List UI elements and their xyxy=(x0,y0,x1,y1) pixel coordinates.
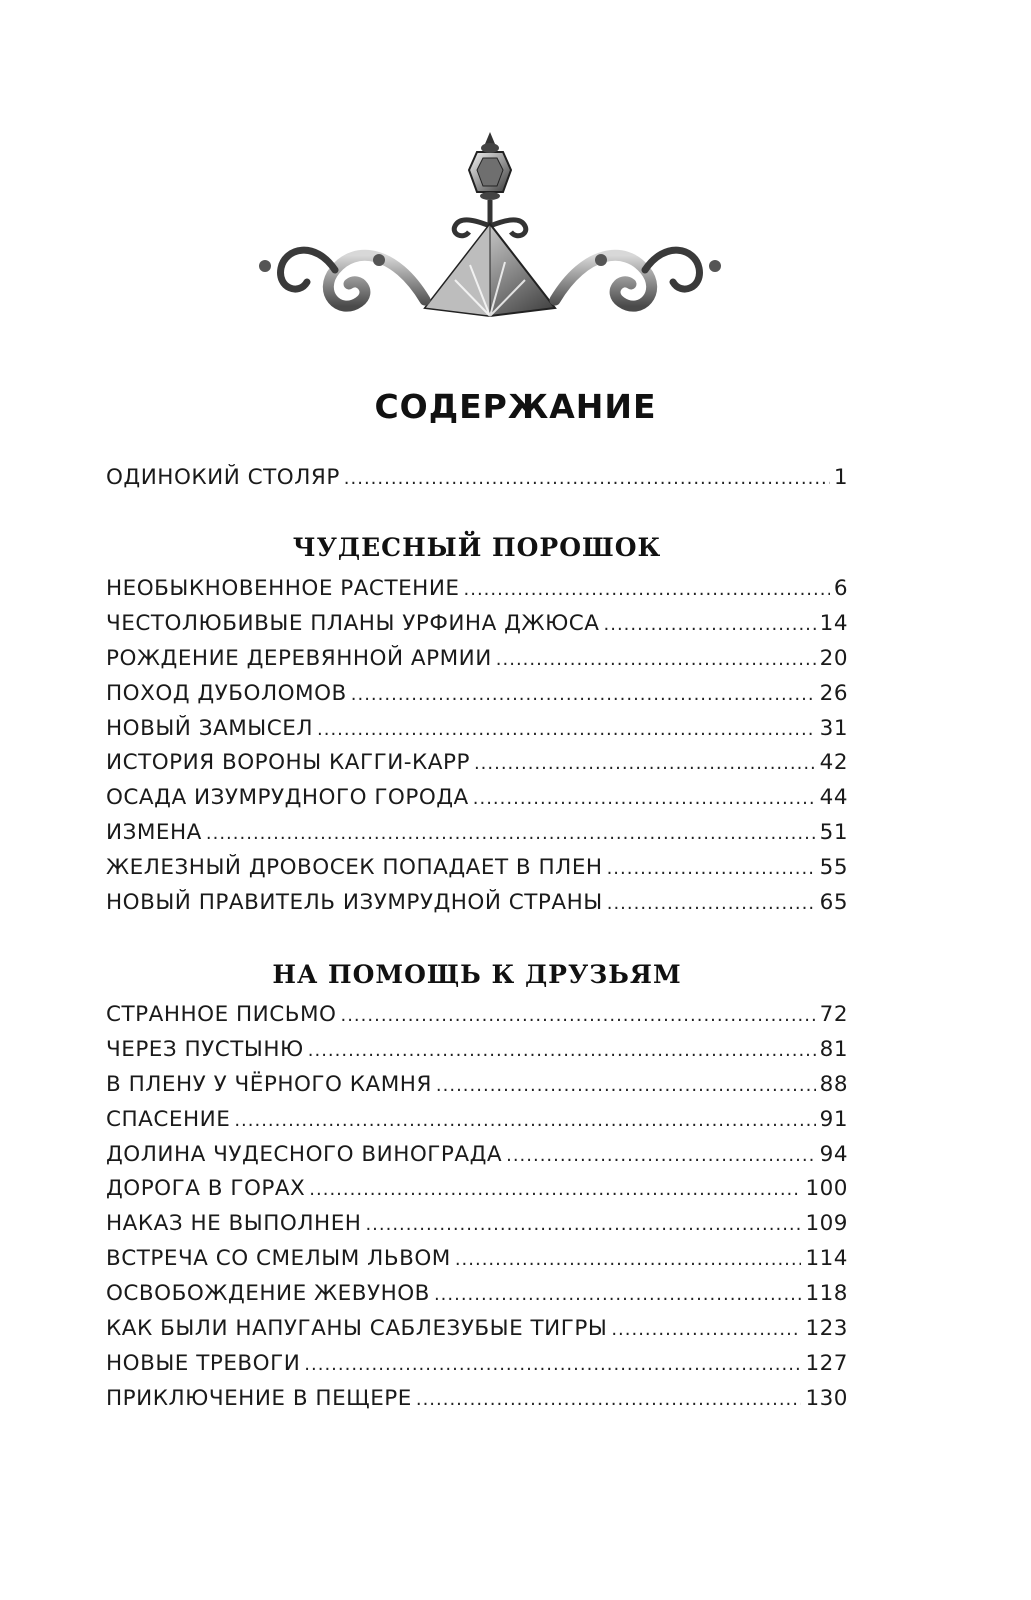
leader-dots xyxy=(308,1040,816,1061)
toc-entry[interactable] xyxy=(106,785,848,820)
toc-entry-page: 42 xyxy=(819,750,848,776)
leader-dots xyxy=(309,1179,801,1200)
toc-entry-title: СПАСЕНИЕ xyxy=(106,1106,231,1132)
toc-entry-page: 123 xyxy=(805,1316,848,1342)
leader-dots xyxy=(206,823,816,844)
toc-entry[interactable] xyxy=(106,611,848,646)
toc-entry-title: ВСТРЕЧА СО СМЕЛЫМ ЛЬВОМ xyxy=(106,1246,451,1272)
toc-entry-page: 88 xyxy=(819,1071,848,1097)
leader-dots xyxy=(340,1005,815,1026)
leader-dots xyxy=(351,684,816,705)
toc-entry-title: ЧЕРЕЗ ПУСТЫНЮ xyxy=(106,1036,304,1062)
toc-entry-title: ИСТОРИЯ ВОРОНЫ КАГГИ-КАРР xyxy=(106,750,470,776)
toc-entry[interactable] xyxy=(106,1002,848,1037)
toc-entry-page: 51 xyxy=(819,820,848,846)
toc-entry-page: 26 xyxy=(819,680,848,706)
toc-entry-page: 31 xyxy=(819,715,848,741)
leader-dots xyxy=(607,893,816,914)
leader-dots xyxy=(344,468,830,489)
toc-entry-page: 14 xyxy=(819,610,848,636)
toc-entry[interactable] xyxy=(106,890,848,925)
toc-entry-title: КАК БЫЛИ НАПУГАНЫ САБЛЕЗУБЫЕ ТИГРЫ xyxy=(106,1316,608,1342)
toc-entry-title: ОСВОБОЖДЕНИЕ ЖЕВУНОВ xyxy=(106,1281,430,1307)
leader-dots xyxy=(455,1249,802,1270)
toc-entry-title: СТРАННОЕ ПИСЬМО xyxy=(106,1002,337,1027)
leader-dots xyxy=(436,1075,816,1096)
section-heading: ЧУДЕСНЫЙ ПОРОШОК xyxy=(292,533,662,562)
toc-entry-page: 91 xyxy=(819,1106,848,1132)
toc-entry[interactable] xyxy=(106,1246,848,1281)
toc-entry-page: 81 xyxy=(819,1036,848,1062)
leader-dots xyxy=(611,1319,801,1340)
leader-dots xyxy=(234,1110,815,1131)
leader-dots xyxy=(473,788,816,809)
leader-dots xyxy=(506,1145,816,1166)
toc-entry[interactable] xyxy=(106,1142,848,1177)
toc-entry[interactable] xyxy=(106,1386,848,1421)
section-heading: НА ПОМОЩЬ К ДРУЗЬЯМ xyxy=(272,960,682,989)
toc-entry-title: ПРИКЛЮЧЕНИЕ В ПЕЩЕРЕ xyxy=(106,1385,412,1411)
toc-entry[interactable] xyxy=(106,646,848,681)
toc-entry-page: 114 xyxy=(805,1246,848,1272)
toc-entry-page: 6 xyxy=(833,576,848,601)
emerald-ornament-icon xyxy=(255,130,725,325)
toc-entry-title: В ПЛЕНУ У ЧЁРНОГО КАМНЯ xyxy=(106,1071,432,1097)
toc-entry[interactable] xyxy=(106,716,848,751)
toc-entry-page: 130 xyxy=(805,1385,848,1411)
toc-entry-title: ДОЛИНА ЧУДЕСНОГО ВИНОГРАДА xyxy=(106,1141,503,1167)
toc-entry-page: 100 xyxy=(805,1176,848,1202)
toc-entry[interactable] xyxy=(106,1107,848,1142)
toc-section-list xyxy=(106,576,848,925)
toc-entry-title: НАКАЗ НЕ ВЫПОЛНЕН xyxy=(106,1211,362,1237)
toc-entry-page: 72 xyxy=(819,1002,848,1027)
toc-entry[interactable] xyxy=(106,1281,848,1316)
toc-entry[interactable] xyxy=(106,1351,848,1386)
toc-entry[interactable] xyxy=(106,750,848,785)
toc-entry[interactable] xyxy=(106,1176,848,1211)
toc-entry-title: НОВЫЙ ЗАМЫСЕЛ xyxy=(106,715,314,741)
toc-entry-title: ОДИНОКИЙ СТОЛЯР xyxy=(106,465,340,490)
leader-dots xyxy=(604,614,816,635)
leader-dots xyxy=(416,1389,802,1410)
toc-entry-page: 1 xyxy=(833,465,848,490)
toc-entry[interactable] xyxy=(106,681,848,716)
leader-dots xyxy=(607,858,816,879)
toc-entry-title: ИЗМЕНА xyxy=(106,820,202,846)
toc-entry-title: ЧЕСТОЛЮБИВЫЕ ПЛАНЫ УРФИНА ДЖЮСА xyxy=(106,610,600,636)
toc-entry-page: 65 xyxy=(819,890,848,916)
toc-entry-page: 44 xyxy=(819,785,848,811)
leader-dots xyxy=(464,579,830,600)
toc-entry-title: НЕОБЫКНОВЕННОЕ РАСТЕНИЕ xyxy=(106,576,460,601)
toc-entry-title: НОВЫЙ ПРАВИТЕЛЬ ИЗУМРУДНОЙ СТРАНЫ xyxy=(106,890,603,916)
toc-entry[interactable] xyxy=(106,576,848,611)
toc-entry[interactable] xyxy=(106,820,848,855)
leader-dots xyxy=(474,753,816,774)
toc-section-list xyxy=(106,1002,848,1421)
toc-entry-title: ПОХОД ДУБОЛОМОВ xyxy=(106,680,347,706)
leader-dots xyxy=(304,1354,801,1375)
toc-entry-page: 127 xyxy=(805,1350,848,1376)
toc-entry-page: 55 xyxy=(819,855,848,881)
page-title: СОДЕРЖАНИЕ xyxy=(374,387,657,426)
toc-entry-page: 94 xyxy=(819,1141,848,1167)
toc-entry-page: 118 xyxy=(805,1281,848,1307)
toc-entry-title: ДОРОГА В ГОРАХ xyxy=(106,1176,306,1202)
toc-entry-title: РОЖДЕНИЕ ДЕРЕВЯННОЙ АРМИИ xyxy=(106,645,492,671)
toc-entry[interactable] xyxy=(106,1211,848,1246)
toc-entry[interactable] xyxy=(106,1316,848,1351)
leader-dots xyxy=(365,1214,801,1235)
toc-entry[interactable] xyxy=(106,1037,848,1072)
leader-dots xyxy=(434,1284,802,1305)
toc-entry[interactable] xyxy=(106,1072,848,1107)
toc-entry[interactable] xyxy=(106,465,848,500)
leader-dots xyxy=(496,649,816,670)
toc-top-list xyxy=(106,465,848,500)
toc-entry-page: 109 xyxy=(805,1211,848,1237)
leader-dots xyxy=(317,719,816,740)
toc-entry-title: ОСАДА ИЗУМРУДНОГО ГОРОДА xyxy=(106,785,469,811)
toc-entry-page: 20 xyxy=(819,645,848,671)
toc-entry[interactable] xyxy=(106,855,848,890)
toc-entry-title: ЖЕЛЕЗНЫЙ ДРОВОСЕК ПОПАДАЕТ В ПЛЕН xyxy=(106,855,603,881)
toc-entry-title: НОВЫЕ ТРЕВОГИ xyxy=(106,1350,301,1376)
